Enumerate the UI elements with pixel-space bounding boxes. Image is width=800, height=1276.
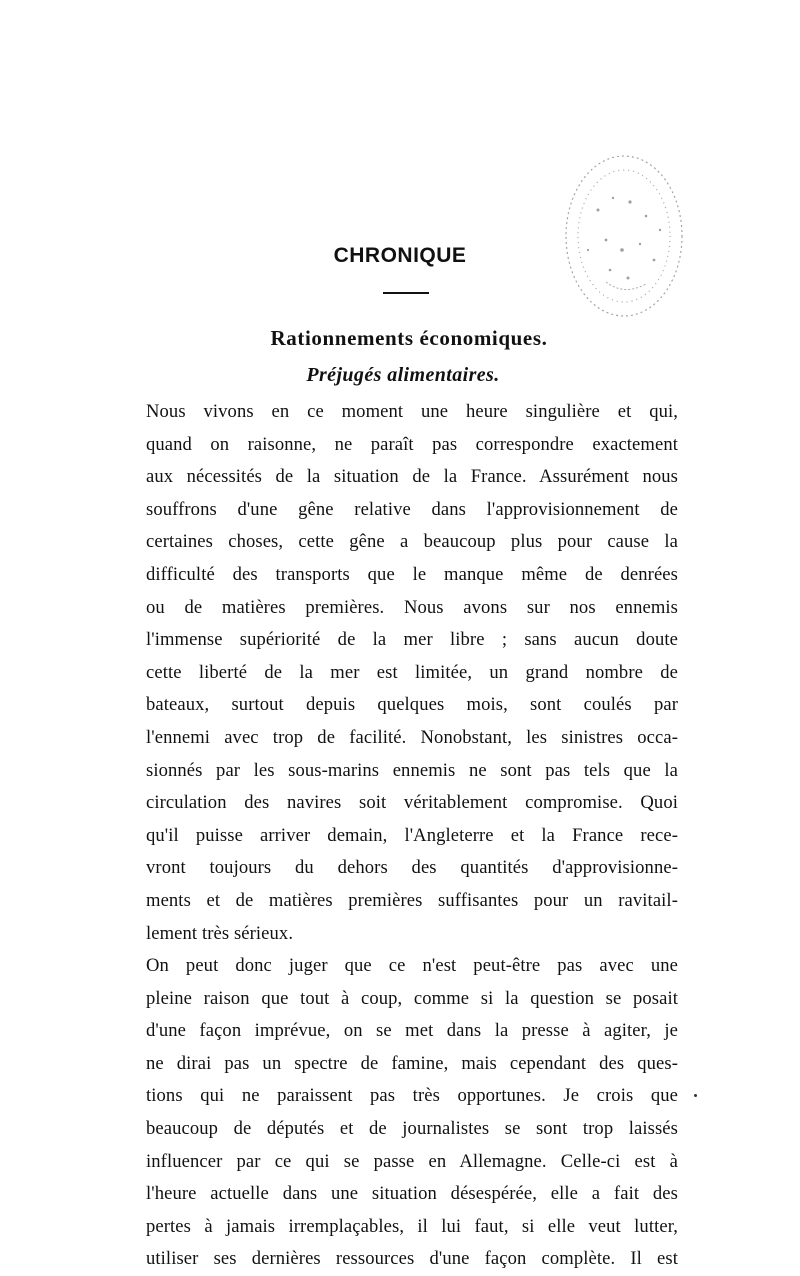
text-line: l'heure actuelle dans une situation désespérée, elle a fait des [146, 1183, 678, 1205]
text-line: ou de matières premières. Nous avons sur nos ennemis [146, 596, 678, 618]
article-subtitle: Préjugés alimentaires. [306, 364, 500, 386]
text-line: lement très sérieux. [146, 922, 294, 944]
text-line: l'ennemi avec trop de facilité. Nonobstant, les sinistres occa- [146, 726, 678, 748]
text-line: cette liberté de la mer est limitée, un grand nombre de [146, 661, 678, 683]
text-line: ne dirai pas un spectre de famine, mais cependant des ques- [146, 1052, 678, 1074]
paragraph-1 [146, 396, 678, 950]
text-line: pleine raison que tout à coup, comme si la question se posait [146, 987, 678, 1009]
article-title: Rationnements économiques. [270, 326, 548, 350]
text-line: sionnés par les sous-marins ennemis ne sont pas tels que la [146, 759, 678, 781]
section-title: CHRONIQUE [333, 244, 467, 267]
margin-speck [694, 1094, 697, 1097]
text-line: difficulté des transports que le manque même de denrées [146, 563, 678, 585]
title-divider [383, 292, 429, 294]
text-line: utiliser ses dernières ressources d'une façon complète. Il est [146, 1248, 678, 1270]
text-line: souffrons d'une gêne relative dans l'approvisionnement de [146, 498, 678, 520]
text-line: quand on raisonne, ne paraît pas correspondre exactement [146, 433, 678, 455]
paragraph-2 [146, 950, 678, 1276]
text-line: qu'il puisse arriver demain, l'Angleterre et la France rece- [146, 824, 678, 846]
text-line: ments et de matières premières suffisantes pour un ravitail- [146, 889, 678, 911]
text-line: On peut donc juger que ce n'est peut-être pas avec une [146, 955, 678, 977]
text-line: certaines choses, cette gêne a beaucoup plus pour cause la [146, 531, 678, 553]
article-body [146, 396, 678, 1276]
text-line: Nous vivons en ce moment une heure singulière et qui, [146, 401, 678, 422]
text-line: beaucoup de députés et de journalistes se sont trop laissés [146, 1118, 678, 1140]
text-line: vront toujours du dehors des quantités d'approvisionne- [146, 857, 678, 879]
text-line: l'immense supériorité de la mer libre ; sans aucun doute [146, 629, 678, 651]
text-line: influencer par ce qui se passe en Allemagne. Celle-ci est à [146, 1150, 678, 1172]
library-stamp-seal [558, 150, 690, 330]
text-line: circulation des navires soit véritablement compromise. Quoi [146, 792, 678, 814]
text-line: bateaux, surtout depuis quelques mois, sont coulés par [146, 694, 678, 716]
text-line: tions qui ne paraissent pas très opportunes. Je crois que [146, 1085, 678, 1107]
text-line: d'une façon imprévue, on se met dans la presse à agiter, je [146, 1020, 678, 1042]
text-line: pertes à jamais irremplaçables, il lui faut, si elle veut lutter, [146, 1215, 678, 1237]
text-line: aux nécessités de la situation de la France. Assurément nous [146, 466, 678, 488]
